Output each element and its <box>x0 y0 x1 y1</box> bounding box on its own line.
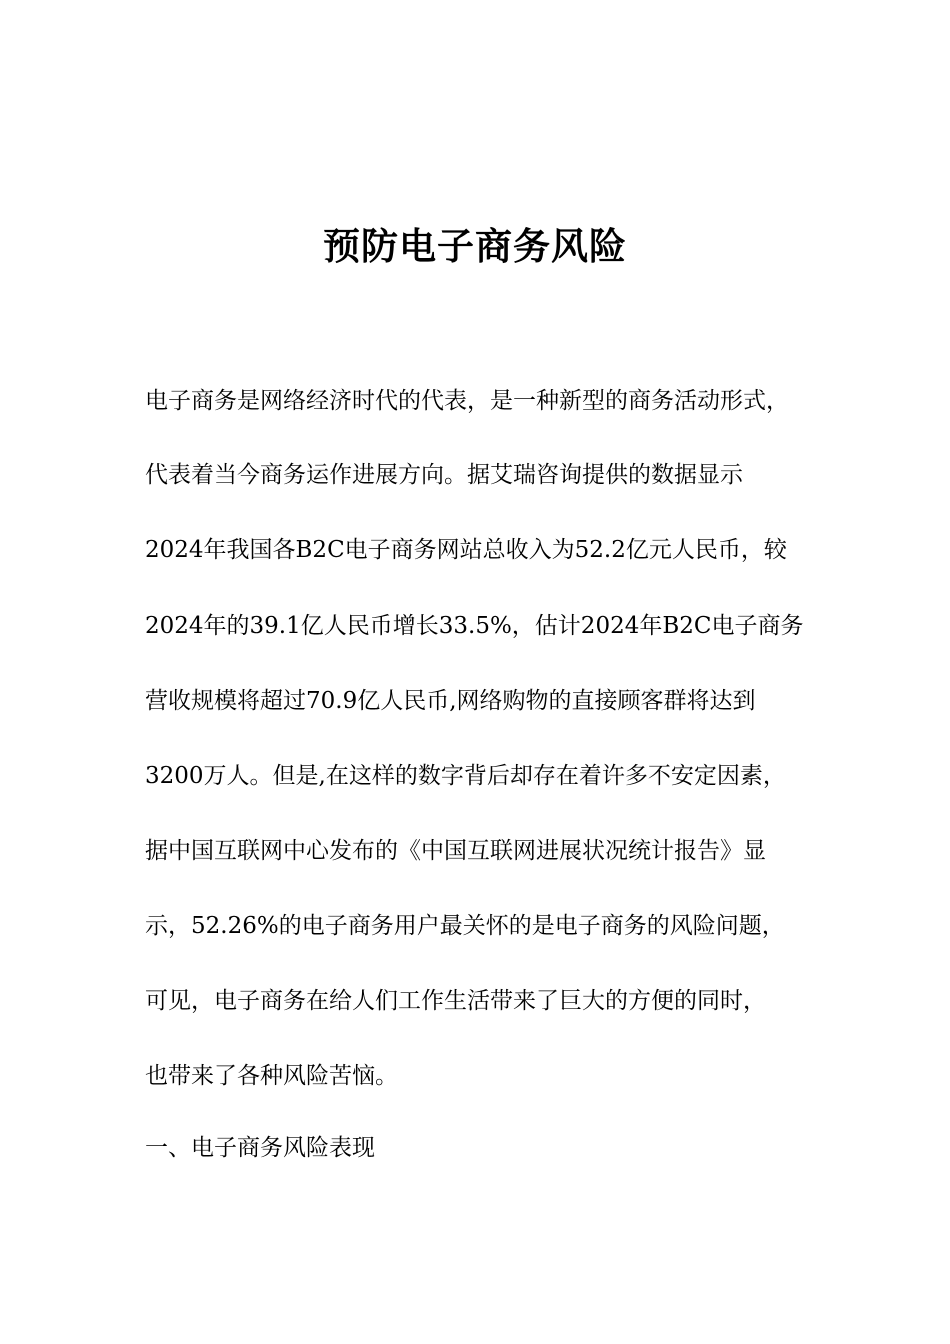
paragraph-line: 3200万人。但是,在这样的数字背后却存在着许多不安定因素， <box>145 763 786 789</box>
paragraph-line: 示，52.26%的电子商务用户最关怀的是电子商务的风险问题， <box>145 913 785 939</box>
document-title: 预防电子商务风险 <box>323 225 627 268</box>
paragraph-line: 代表着当今商务运作进展方向。据艾瑞咨询提供的数据显示 <box>145 462 743 488</box>
paragraph-line: 也带来了各种风险苦恼。 <box>145 1063 398 1089</box>
paragraph-line: 可见，电子商务在给人们工作生活带来了巨大的方便的同时， <box>145 988 766 1014</box>
paragraph-line: 2024年的39.1亿人民币增长33.5%，估计2024年B2C电子商务 <box>145 613 804 639</box>
section-heading: 一、电子商务风险表现 <box>145 1135 375 1161</box>
paragraph-line: 电子商务是网络经济时代的代表，是一种新型的商务活动形式， <box>145 388 789 414</box>
paragraph-line: 据中国互联网中心发布的《中国互联网进展状况统计报告》显 <box>145 838 766 864</box>
paragraph-line: 2024年我国各B2C电子商务网站总收入为52.2亿元人民币，较 <box>145 537 787 563</box>
paragraph-line: 营收规模将超过70.9亿人民币,网络购物的直接顾客群将达到 <box>145 688 756 714</box>
